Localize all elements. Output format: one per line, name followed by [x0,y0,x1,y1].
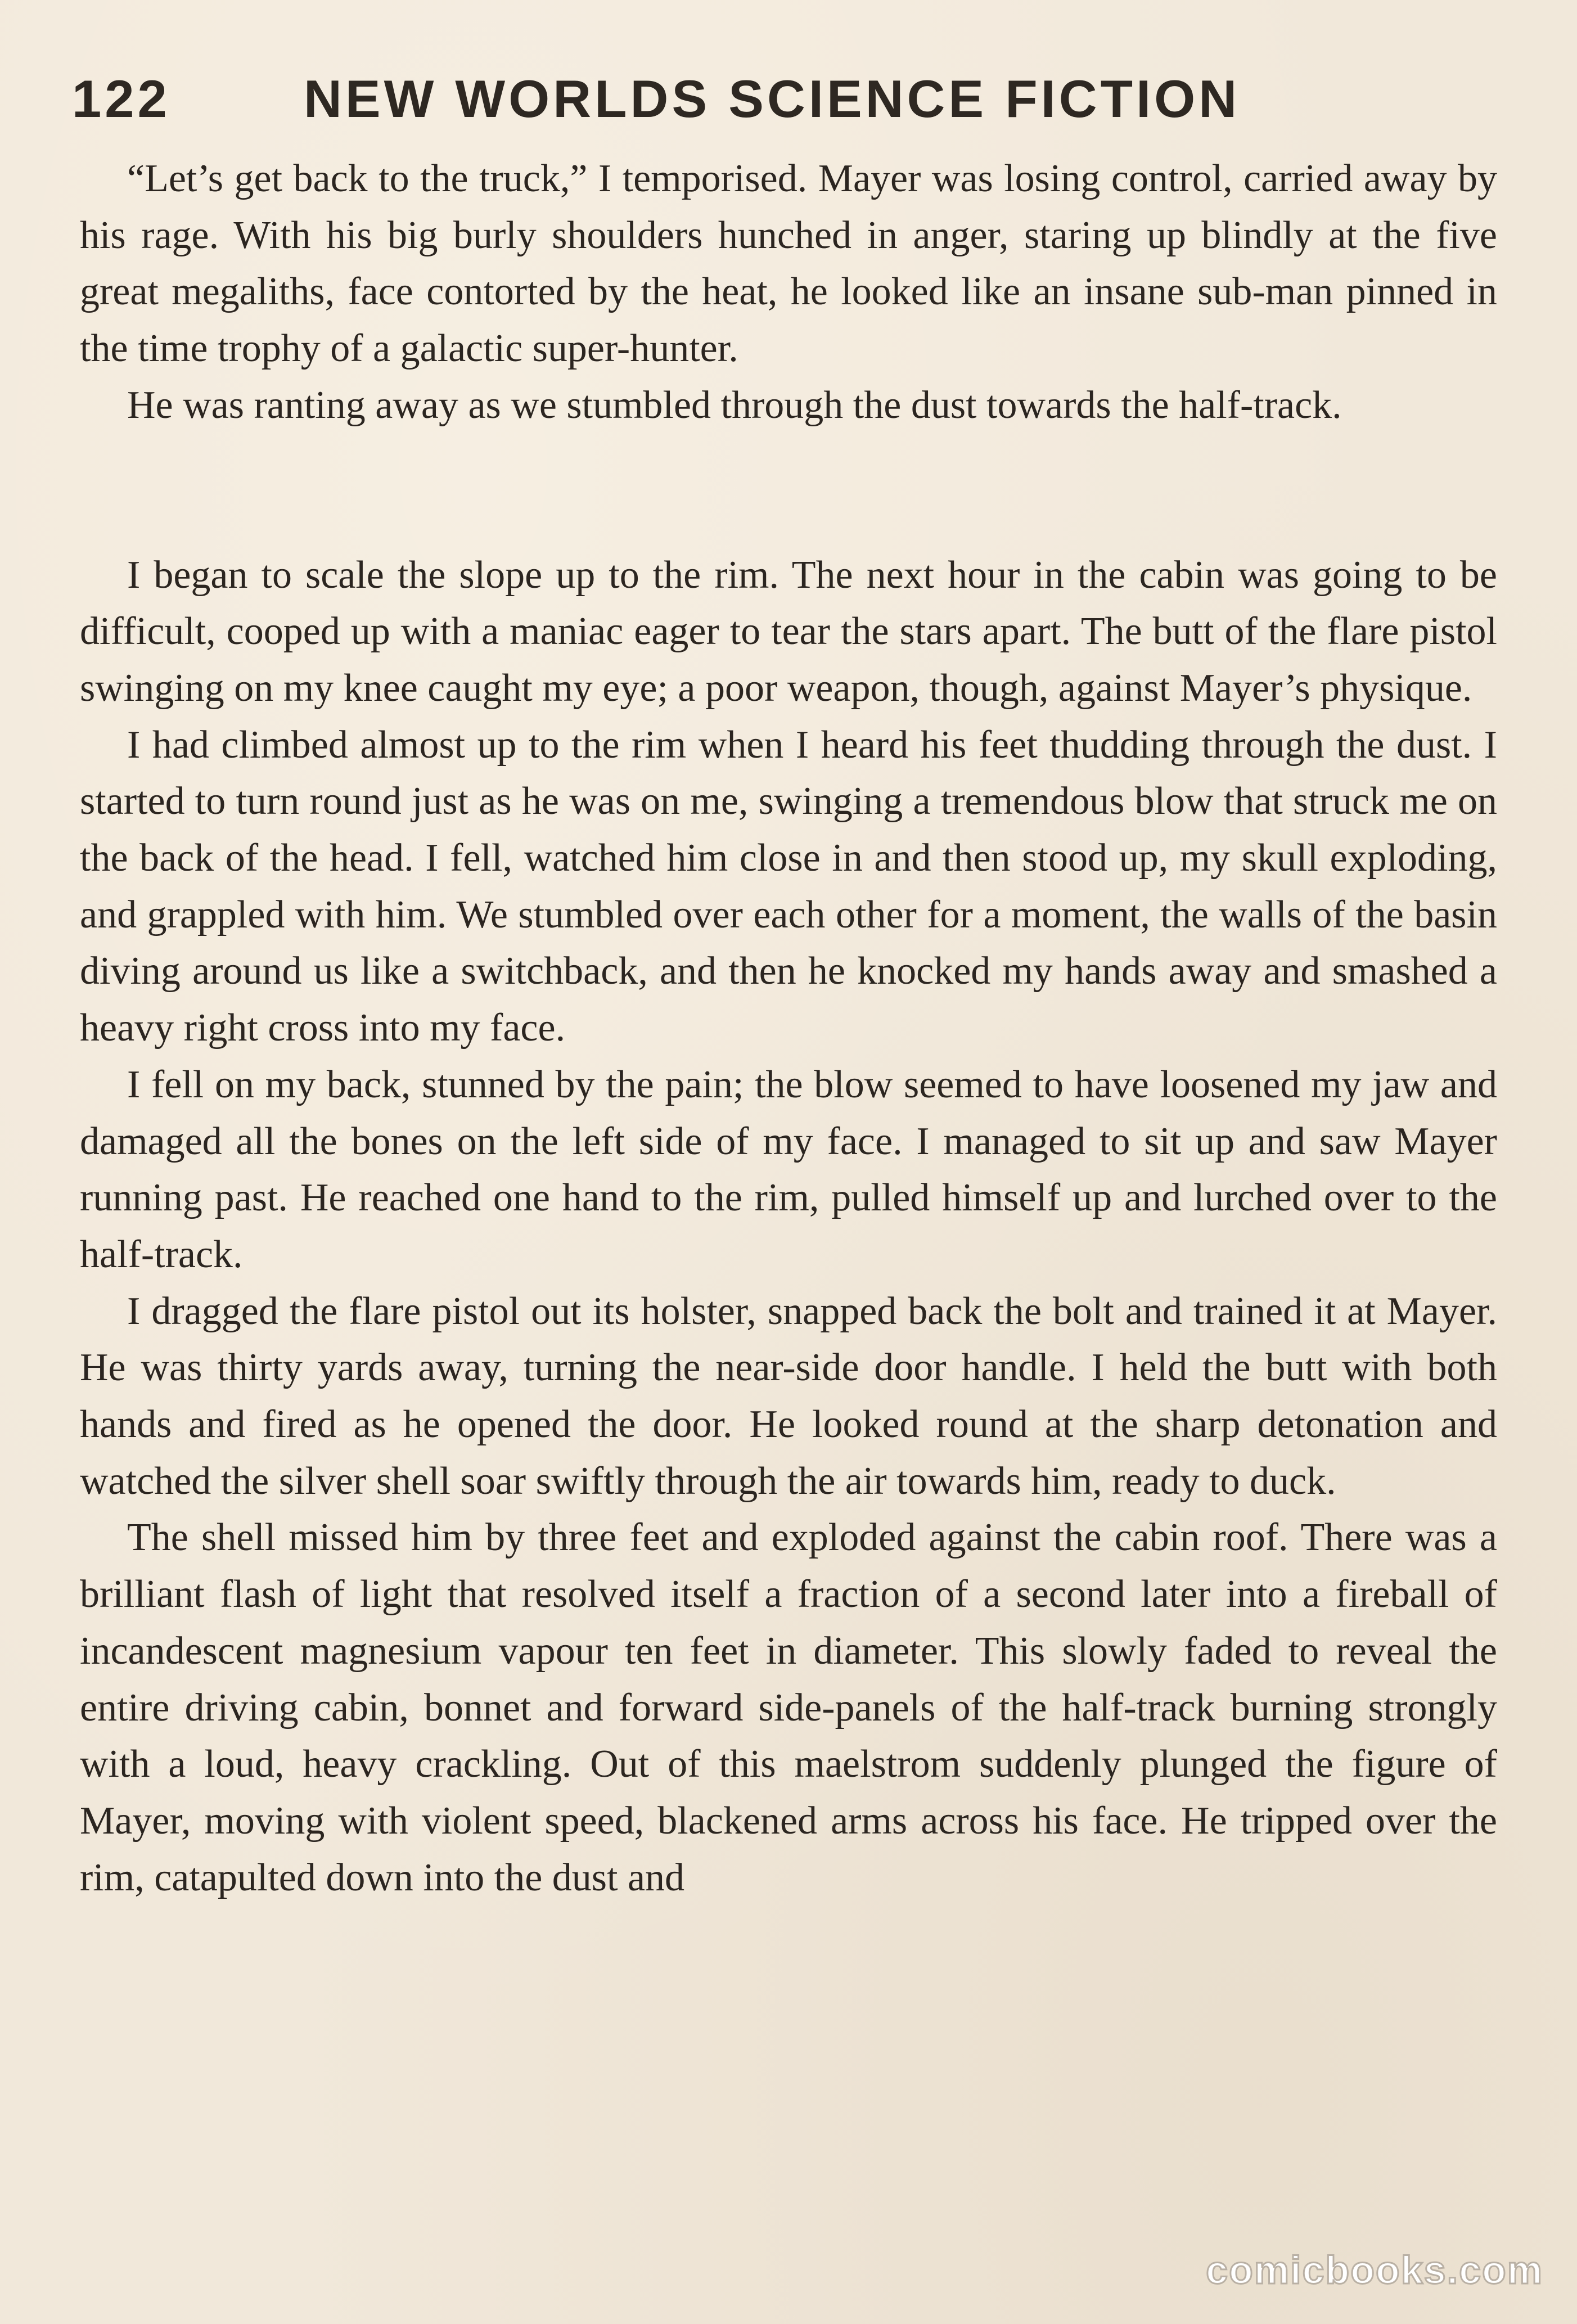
page-header [72,69,1512,142]
running-title: NEW WORLDS SCIENCE FICTION [304,69,1241,128]
paragraph: He was ranting away as we stumbled through the dust towards the half-track. [127,383,1342,427]
paragraph: I fell on my back, stunned by the pain; the blow seemed to have loosened my jaw and damaged all the bones on the left side of my face. I managed to sit up and saw Mayer running past. He reached one hand to the rim, pulled himself up and lurched over to the half-track. [80,1062,1497,1276]
watermark: comicbooks.com [1206,2248,1543,2292]
page-number: 122 [72,69,170,128]
paragraph: The shell missed him by three feet and exploded against the cabin roof. There was a brilliant flash of light that resolved itself a fraction of a second later into a fireball of incandescent magnesium vapour ten feet in diameter. This slowly faded to reveal the entire driving cabin, bonnet and forward side-panels of the half-track burning strongly with a loud, heavy crackling. Out of this maelstrom suddenly plunged the figure of Mayer, moving with violent speed, blackened arms across his face. He tripped over the rim, catapulted down into the dust and [80,1516,1497,1899]
paragraph: I dragged the flare pistol out its holster, snapped back the bolt and trained it at Mayer. He was thirty yards away, turning the near-side door handle. I held the butt with both hands and fired as he opened the door. He looked round at the sharp detonation and watched the silver shell soar swiftly through the air towards him, ready to duck. [80,1289,1497,1503]
body-text [80,151,1497,1906]
paragraph: “Let’s get back to the truck,” I temporised. Mayer was losing control, carried away by his rage. With his big burly shoulders hunched in anger, staring up blindly at the five great megaliths, face contorted by the heat, he looked like an insane sub-man pinned in the time trophy of a galactic super-hunter. [80,157,1497,371]
paragraph: I began to scale the slope up to the rim. The next hour in the cabin was going to be difficult, cooped up with a maniac eager to tear the stars apart. The butt of the flare pistol swinging on my knee caught my eye; a poor weapon, though, against Mayer’s physique. [80,553,1497,710]
paragraph: I had climbed almost up to the rim when I heard his feet thudding through the dust. I started to turn round just as he was on me, swinging a tremendous blow that struck me on the back of the head. I fell, watched him close in and then stood up, my skull exploding, and grappled with him. We stumbled over each other for a moment, the walls of the basin diving around us like a switchback, and then he knocked my hands away and smashed a heavy right cross into my face. [80,723,1497,1050]
